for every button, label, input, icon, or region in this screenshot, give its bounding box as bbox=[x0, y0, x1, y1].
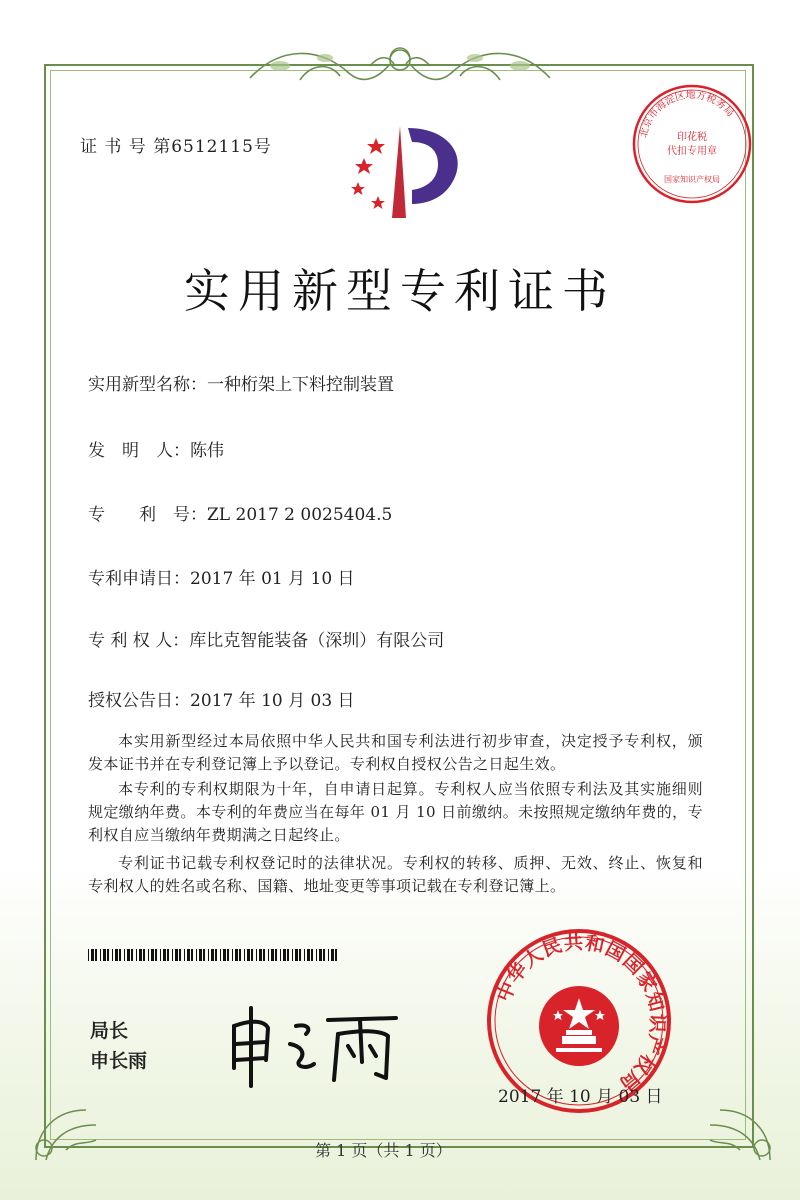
patent-office-logo-icon bbox=[340, 118, 480, 228]
tax-seal-center-2: 代扣专用章 bbox=[667, 146, 717, 157]
field-patentee bbox=[88, 626, 444, 651]
field-label: 实用新型名称： bbox=[88, 375, 207, 395]
field-value: 2017 年 10 月 03 日 bbox=[190, 691, 355, 711]
barcode bbox=[88, 946, 340, 958]
handwritten-signature bbox=[220, 990, 420, 1090]
director-title: 局长 bbox=[90, 1020, 129, 1042]
field-value: 一种桁架上下料控制装置 bbox=[207, 375, 394, 395]
field-announcement-date bbox=[88, 686, 355, 711]
field-patent-number bbox=[88, 500, 392, 525]
top-ornament-icon bbox=[240, 36, 560, 96]
field-utility-model-name bbox=[88, 370, 394, 395]
corner-ornament-bottom-left-icon bbox=[26, 1090, 116, 1170]
certificate-number: 证 书 号 第6512115号 bbox=[80, 137, 272, 157]
tax-seal-center-1: 印花税 bbox=[677, 132, 707, 143]
page-footer: 第 1 页（共 1 页） bbox=[315, 1141, 452, 1160]
field-label: 发 明 人： bbox=[88, 441, 190, 461]
field-inventor bbox=[88, 436, 224, 461]
corner-ornament-bottom-right-icon bbox=[690, 1090, 780, 1170]
certificate-title: 实用新型专利证书 bbox=[184, 264, 616, 318]
field-label: 专利申请日： bbox=[88, 569, 190, 589]
field-value: 2017 年 01 月 10 日 bbox=[190, 569, 355, 589]
field-label: 专 利 权 人： bbox=[88, 631, 190, 651]
field-value: ZL 2017 2 0025404.5 bbox=[207, 505, 393, 525]
field-value: 陈伟 bbox=[190, 441, 224, 461]
office-seal-ring-text: 中华人民共和国国家知识产权局 bbox=[492, 931, 669, 1096]
field-filing-date bbox=[88, 564, 355, 589]
tax-seal-ring-text: 北京市海淀区地方税务局 bbox=[638, 89, 736, 139]
field-value: 库比克智能装备（深圳）有限公司 bbox=[189, 631, 445, 651]
tax-seal-bottom: 国家知识产权局 bbox=[664, 175, 720, 184]
body-paragraph-3: 专利证书记载专利权登记时的法律状况。专利权的转移、质押、无效、终止、恢复和专利权人的姓名或名称、国籍、地址变更等事项记载在专利登记簿上。 bbox=[88, 854, 703, 895]
director-name: 申长雨 bbox=[90, 1050, 148, 1072]
field-label: 专 利 号： bbox=[88, 505, 207, 525]
body-paragraph-1: 本实用新型经过本局依照中华人民共和国专利法进行初步审查，决定授予专利权，颁发本证书并在专利登记簿上予以登记。专利权自授权公告之日起生效。 bbox=[88, 732, 703, 773]
field-label: 授权公告日： bbox=[88, 691, 190, 711]
body-paragraph-2: 本专利的专利权期限为十年，自申请日起算。专利权人应当依照专利法及其实施细则规定缴纳年费。本专利的年费应当在每年 01 月 10 日前缴纳。未按照规定缴纳年费的，专利权自应当缴纳年费期满之日起终止。 bbox=[88, 780, 703, 844]
tax-seal-icon bbox=[630, 82, 754, 206]
grant-date: 2017 年 10 月 03 日 bbox=[498, 1087, 663, 1107]
